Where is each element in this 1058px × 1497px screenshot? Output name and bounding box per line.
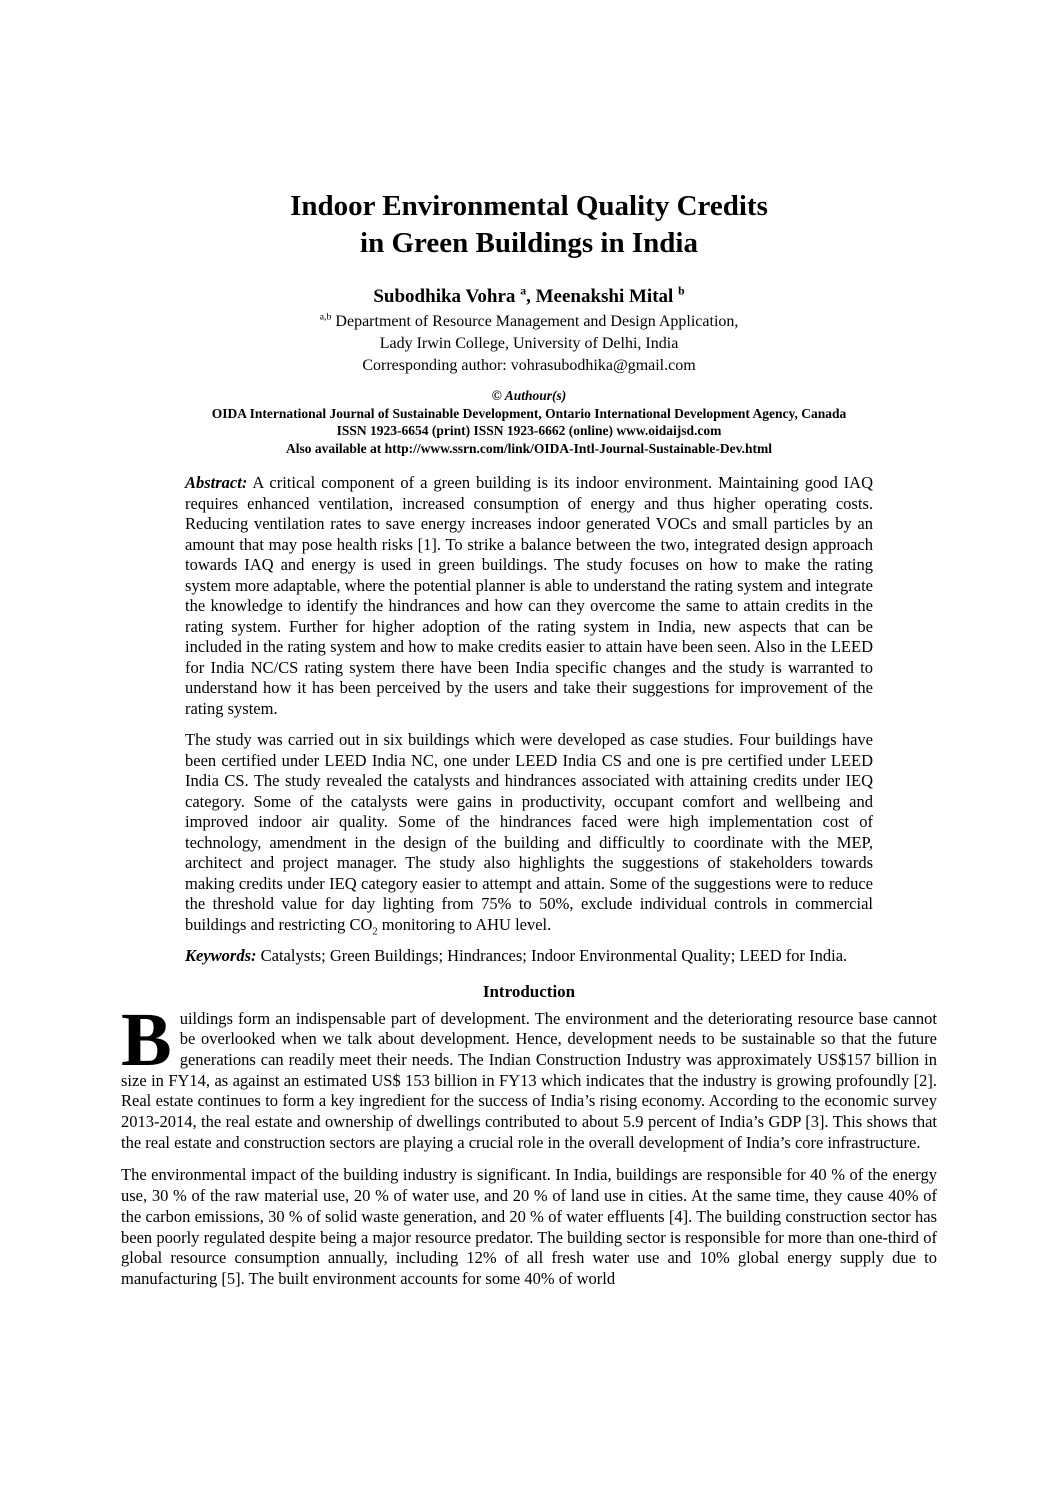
corresponding-author: Corresponding author: vohrasubodhika@gmail.com bbox=[362, 357, 696, 374]
author-2-name: Meenakshi Mital bbox=[535, 286, 679, 307]
affiliation-department: Department of Resource Management and Design Application, bbox=[331, 313, 739, 330]
co2-subscript: 2 bbox=[372, 925, 378, 937]
abstract-paragraph-2 bbox=[185, 730, 873, 935]
affiliation-department-line bbox=[0, 311, 1058, 333]
author-1-superscript: a bbox=[520, 284, 527, 298]
drop-cap: B bbox=[121, 997, 172, 1082]
author-2-superscript: b bbox=[678, 284, 685, 298]
paper-title bbox=[0, 188, 1058, 262]
abstract-paragraph-2-text: The study was carried out in six buildings which were developed as case studies. Four buildings have been certified under LEED India NC, one under LEED India CS and one is pre certified under LEED India CS. The study revealed the catalysts and hindrances associated with attaining credits under IEQ category. Some of the catalysts were gains in productivity, occupant comfort and wellbeing and improved indoor air quality. Some of the hindrances faced were high implementation cost of technology, amendment in the design of the building and difficultly to coordinate with the MEP, architect and project manager. The study also highlights the suggestions of stakeholders towards making credits under IEQ category easier to attempt and attain. Some of the suggestions were to reduce the threshold value for day lighting from 75% to 50%, exclude individual controls in commercial buildings and restricting CO bbox=[185, 730, 873, 934]
introduction-paragraph-1-text: uildings form an indispensable part of development. The environment and the deteriorating resource base cannot be overlooked when we talk about development. Hence, development needs to be sustainable so that the future generations can readily meet their needs. The Indian Construction Industry was approximately US$157 billion in size in FY14, as against an estimated US$ 153 billion in FY13 which indicates that the industry is growing profoundly [2]. Real estate continues to form a key ingredient for the success of India’s rising economy. According to the economic survey 2013-2014, the real estate and ownership of dwellings contributed to about 5.9 percent of India’s GDP [3]. This shows that the real estate and construction sectors are playing a crucial role in the overall development of India’s core infrastructure. bbox=[121, 1008, 937, 1152]
introduction-paragraph-2: The environmental impact of the building industry is significant. In India, buildings are responsible for 40 % of the energy use, 30 % of the raw material use, 20 % of water use, and 20 % of land use in cities. At the same time, they cause 40% of the carbon emissions, 30 % of solid waste generation, and 20 % of water effluents [4]. The building construction sector has been poorly regulated despite being a major resource predator. The building sector is responsible for more than one-third of global resource consumption annually, including 12% of all fresh water use and 10% global energy supply due to manufacturing [5]. The built environment accounts for some 40% of world bbox=[121, 1165, 937, 1288]
availability-line: Also available at http://www.ssrn.com/link/OIDA-Intl-Journal-Sustainable-Dev.html bbox=[285, 440, 773, 456]
abstract-section bbox=[185, 473, 873, 967]
author-separator: , bbox=[526, 286, 536, 307]
abstract-paragraph-1 bbox=[185, 473, 873, 719]
introduction-paragraph-1 bbox=[121, 997, 937, 1154]
keywords-text: Catalysts; Green Buildings; Hindrances; Indoor Environmental Quality; LEED for India. bbox=[256, 946, 848, 965]
abstract-paragraph-1-text: A critical component of a green building is its indoor environment. Maintaining good IAQ requires enhanced ventilation, increased consumption of energy and thus higher operating costs. Reducing ventilation rates to save energy increases indoor generated VOCs and small particles by an amount that may pose health risks [1]. To strike a balance between the two, integrated design approach towards IAQ and energy is used in green buildings. The study focuses on how to make the rating system more adaptable, where the potential planner is able to understand the rating system and integrate the knowledge to identify the hindrances and how can they overcome the same to attain credits in the rating system. Further for higher adoption of the rating system in India, new aspects that can be included in the rating system and how to make credits easier to attain have been seen. Also in the LEED for India NC/CS rating system there have been India specific changes and the study is warranted to understand how it has been perceived by the users and take their suggestions for improvement of the rating system. bbox=[185, 473, 873, 718]
paper-title-line-1: Indoor Environmental Quality Credits bbox=[290, 190, 768, 222]
affiliation-college: Lady Irwin College, University of Delhi, India bbox=[379, 335, 679, 352]
imprint-block bbox=[0, 387, 1058, 457]
keywords-label: Keywords: bbox=[185, 946, 257, 965]
author-1-name: Subodhika Vohra bbox=[373, 286, 521, 307]
affiliation-block bbox=[0, 311, 1058, 377]
copyright-line: © Authour(s) bbox=[491, 388, 567, 403]
abstract-paragraph-2-tail: monitoring to AHU level. bbox=[377, 914, 552, 934]
journal-line: OIDA International Journal of Sustainable Development, Ontario International Development Agency, Canada bbox=[211, 405, 847, 421]
keywords-paragraph bbox=[185, 946, 873, 967]
affiliation-superscript: a,b bbox=[319, 311, 332, 323]
introduction-section bbox=[121, 997, 937, 1290]
issn-line: ISSN 1923-6654 (print) ISSN 1923-6662 (online) www.oidaijsd.com bbox=[336, 423, 722, 438]
abstract-label: Abstract: bbox=[185, 473, 248, 492]
introduction-heading: Introduction bbox=[482, 981, 576, 1001]
authors-line bbox=[0, 285, 1058, 309]
paper-title-line-2: in Green Buildings in India bbox=[360, 227, 698, 259]
